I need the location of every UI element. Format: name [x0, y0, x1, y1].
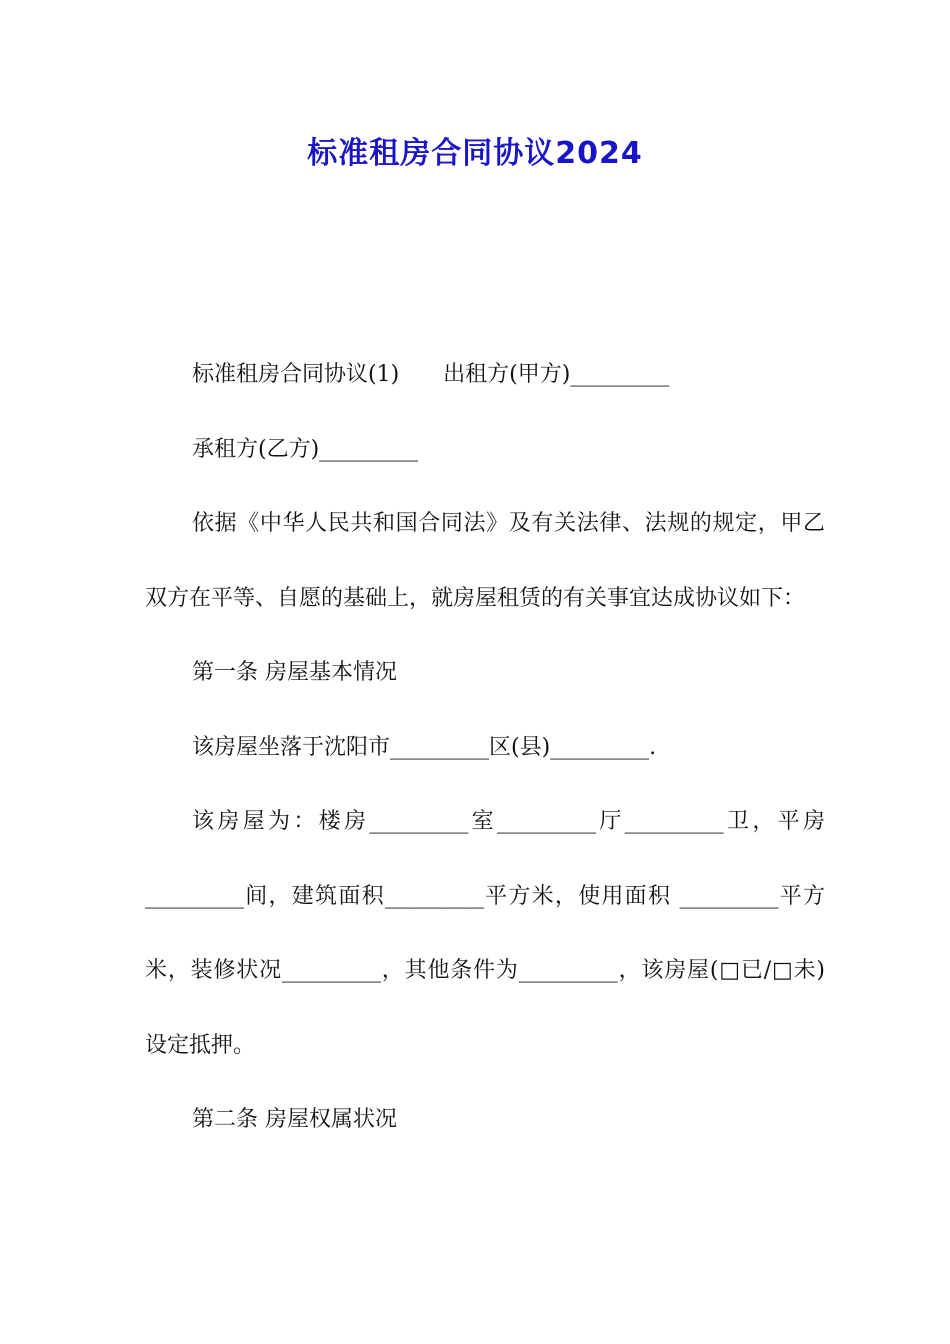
- paragraph-location: 该房屋坐落于沈阳市_________区(县)_________.: [192, 734, 657, 760]
- article-1-heading: 第一条 房屋基本情况: [192, 660, 397, 685]
- document-title: 标准租房合同协议2024: [307, 136, 643, 171]
- article-2-heading: 第二条 房屋权属状况: [192, 1107, 397, 1132]
- paragraph-header-parties: 标准租房合同协议(1) 出租方(甲方)_________: [192, 362, 670, 387]
- paragraph-legal-basis: 依据《中华人民共和国合同法》及有关法律、法规的规定，甲乙双方在平等、自愿的基础上，就房屋租赁的有关事宜达成协议如下：: [145, 511, 825, 611]
- paragraph-tenant: 承租方(乙方)_________: [192, 436, 419, 462]
- document-body: [145, 338, 825, 1158]
- paragraph-house-details: 该房屋为：楼房_________室_________厅_________卫，平房_________间，建筑面积_________平方米，使用面积 _________平方米，装修状况_________，其他条件为_________，该房屋(□已/□未)设定抵押。: [145, 809, 825, 1058]
